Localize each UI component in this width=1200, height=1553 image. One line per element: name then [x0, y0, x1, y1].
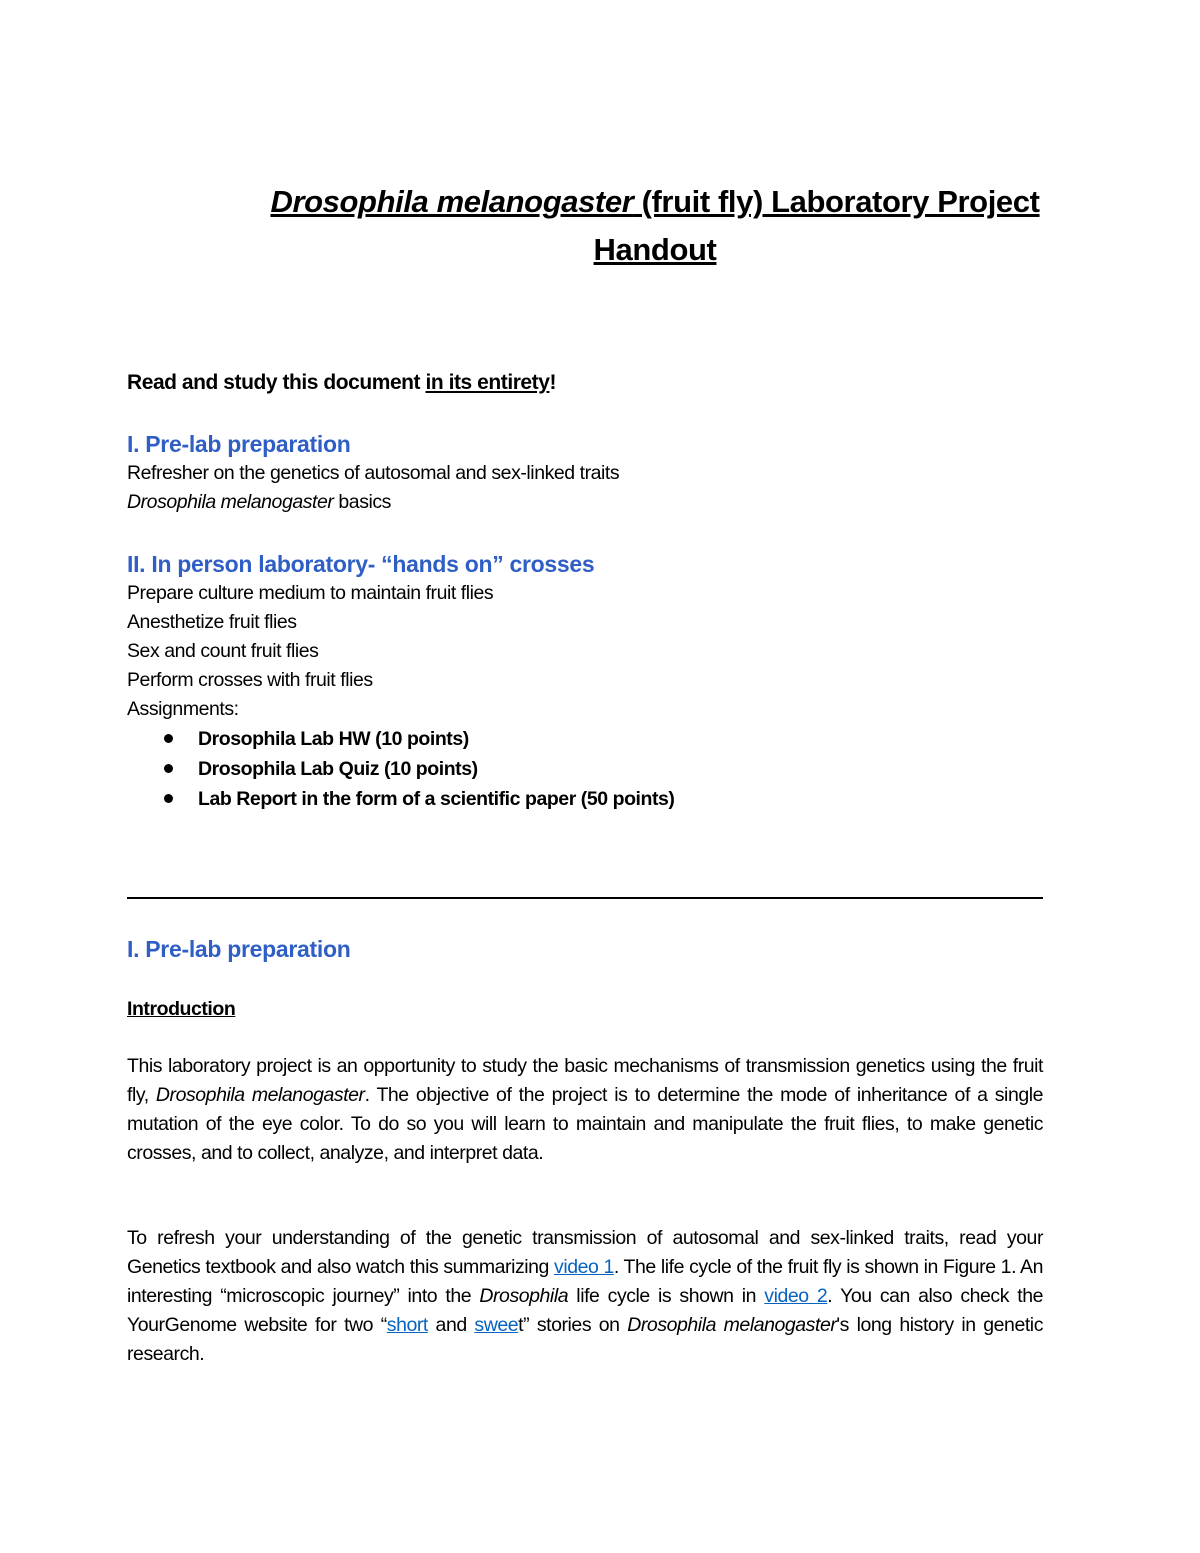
outline-section-2: [127, 550, 674, 814]
video-2-link[interactable]: video 2: [764, 1285, 828, 1307]
short-link[interactable]: short: [386, 1314, 428, 1336]
intro-paragraph-1: [127, 1052, 1043, 1168]
species-name: Drosophila melanogaster: [127, 491, 334, 513]
paragraph-text: . The objective of the project is to determine the mode of inheritance of a single mutation of the eye color. To do so you will learn to maintain and manipulate the fruit flies, to make genetic crosses, and to collect, analyze, and interpret data.: [127, 1084, 1044, 1164]
horizontal-divider: [127, 897, 1043, 899]
intro-end: !: [549, 371, 556, 394]
paragraph-text: . You can also check the YourGenome website for two “: [127, 1285, 1043, 1336]
outline-item: Anesthetize fruit flies: [127, 611, 297, 633]
outline-item: Assignments:: [127, 698, 239, 720]
outline-section-1: [127, 430, 619, 517]
outline-item: Prepare culture medium to maintain fruit flies: [127, 582, 494, 604]
video-1-link[interactable]: video 1: [554, 1256, 614, 1278]
paragraph-text: life cycle is shown in: [568, 1285, 765, 1307]
paragraph-text: . The life cycle of the fruit fly is shown in Figure 1. An interesting “microscopic journey” into the: [127, 1256, 1043, 1307]
bullet-icon: [164, 734, 173, 743]
intro-instruction: [127, 368, 556, 397]
bullet-icon: [164, 794, 173, 803]
assignments-list: [127, 724, 674, 814]
paragraph-text: and: [427, 1314, 475, 1336]
outline-item: Perform crosses with fruit flies: [127, 669, 373, 691]
assignment-label: Drosophila Lab HW (10 points): [198, 728, 469, 750]
outline-item: Sex and count fruit flies: [127, 640, 319, 662]
title-rest: (fruit fly) Laboratory Project: [633, 184, 1040, 219]
section-heading: I. Pre-lab preparation: [127, 431, 351, 457]
assignment-item: [127, 784, 674, 814]
outline-item: [127, 488, 619, 517]
outline-item: Refresher on the genetics of autosomal and sex-linked traits: [127, 462, 620, 484]
assignment-label: Drosophila Lab Quiz (10 points): [198, 758, 478, 780]
species-name: Drosophila melanogaster: [627, 1314, 837, 1336]
bullet-icon: [164, 764, 173, 773]
sweet-link[interactable]: swee: [474, 1314, 519, 1336]
document-title: [150, 178, 1160, 274]
subheading-introduction: Introduction: [127, 998, 236, 1020]
paragraph-text: 's long history in genetic research.: [127, 1314, 1043, 1365]
intro-emphasis: in its entirety: [425, 371, 550, 394]
paragraph-text: t” stories on: [518, 1314, 628, 1336]
section-heading: I. Pre-lab preparation: [127, 936, 351, 962]
assignment-item: [127, 724, 674, 754]
genus-name: Drosophila: [479, 1285, 569, 1307]
paragraph-text: This laboratory project is an opportunity to study the basic mechanisms of transmission genetics using the fruit fly,: [127, 1055, 1043, 1106]
assignment-label: Lab Report in the form of a scientific paper (50 points): [198, 788, 675, 810]
section-heading: II. In person laboratory- “hands on” crosses: [127, 551, 595, 577]
outline-item-text: basics: [333, 491, 391, 513]
title-species: Drosophila melanogaster: [270, 184, 634, 219]
assignment-item: [127, 754, 674, 784]
paragraph-text: To refresh your understanding of the genetic transmission of autosomal and sex-linked traits, read your Genetics textbook and also watch this summarizing: [127, 1227, 1043, 1278]
intro-text: Read and study this document: [127, 371, 426, 394]
species-name: Drosophila melanogaster: [155, 1084, 365, 1106]
title-line2: Handout: [593, 232, 717, 267]
intro-paragraph-2: [127, 1224, 1043, 1369]
